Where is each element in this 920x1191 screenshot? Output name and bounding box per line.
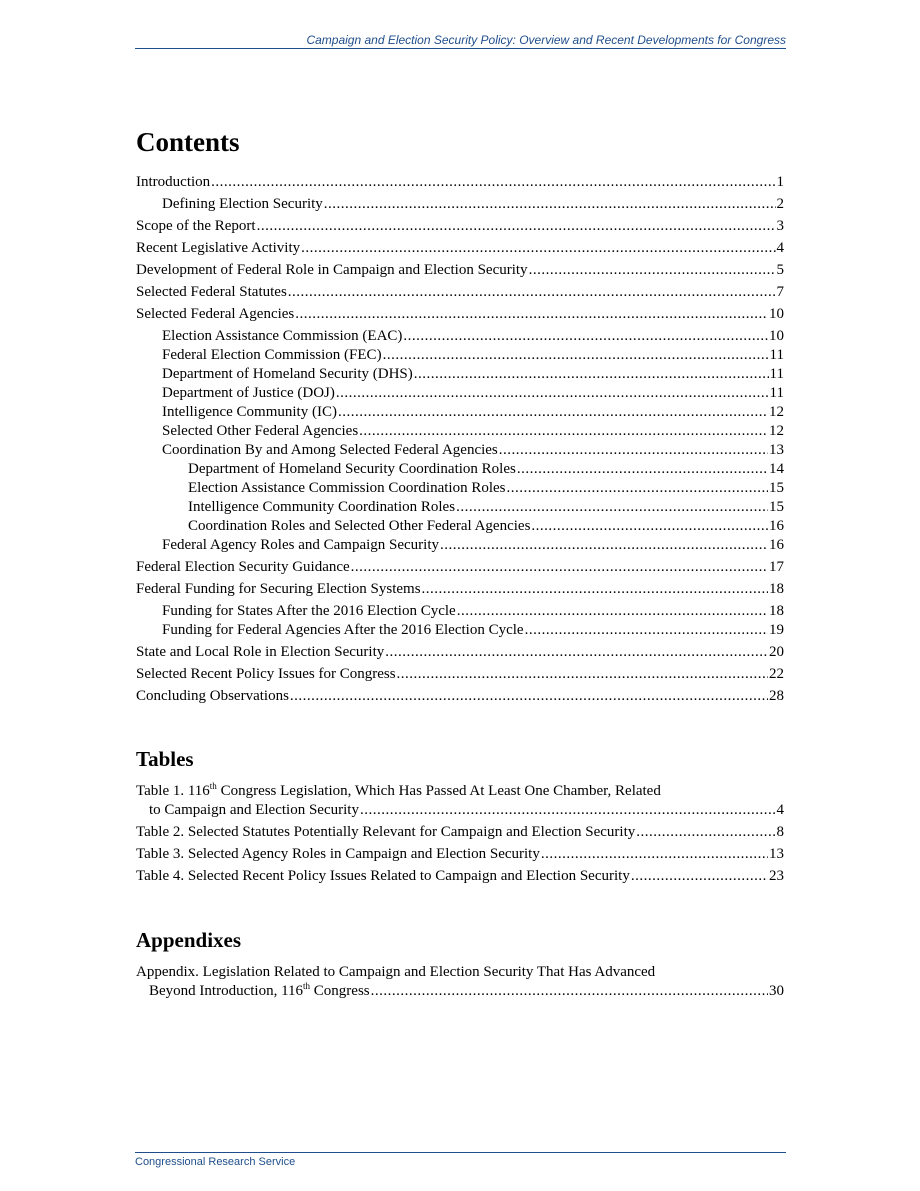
ordinal-superscript: th [303, 981, 311, 991]
toc-entry-page: 10 [769, 328, 784, 344]
contents-heading: Contents [136, 127, 240, 157]
toc-entry-page: 28 [769, 688, 784, 704]
toc-entry-eac[interactable] [136, 327, 784, 346]
toc-entry-fec[interactable] [136, 346, 784, 365]
dot-leader [529, 261, 776, 280]
toc-page-body [136, 124, 784, 1001]
toc-entry-concluding-observations[interactable] [136, 687, 784, 706]
toc-entry-label: Intelligence Community Coordination Roles [188, 499, 456, 515]
toc-entry-label: Recent Legislative Activity [136, 240, 301, 256]
dot-leader [295, 305, 768, 324]
toc-entry-label: Intelligence Community (IC) [162, 404, 337, 420]
toc-entry-coordination-roles-other-agencies[interactable] [136, 517, 784, 536]
toc-entry-page: 11 [769, 385, 784, 401]
toc-entry-page: 4 [776, 240, 784, 256]
toc-entry-page: 15 [769, 499, 784, 515]
appendix-entry-line2 [136, 982, 784, 1001]
toc-entry-label: Concluding Observations [136, 688, 289, 704]
appendix-entry-prefix: Beyond Introduction, 116 [149, 983, 304, 999]
toc-entry-development-of-federal-role[interactable] [136, 261, 784, 280]
dot-leader [351, 558, 768, 577]
toc-entry-page: 8 [776, 824, 784, 840]
toc-entry-page: 5 [776, 262, 784, 278]
toc-entry-page: 11 [769, 366, 784, 382]
dot-leader [499, 441, 768, 460]
dot-leader [541, 845, 768, 864]
toc-entry-dhs[interactable] [136, 365, 784, 384]
contents-list [136, 173, 784, 706]
toc-entry-funding-for-states[interactable] [136, 602, 784, 621]
toc-entry-federal-agency-roles-campaign-security[interactable] [136, 536, 784, 555]
toc-entry-label: Election Assistance Commission Coordination Roles [188, 480, 506, 496]
dot-leader [211, 173, 775, 192]
toc-entry-label: Development of Federal Role in Campaign and Election Security [136, 262, 528, 278]
dot-leader [456, 498, 768, 517]
toc-entry-label: Selected Recent Policy Issues for Congress [136, 666, 396, 682]
toc-entry-selected-federal-statutes[interactable] [136, 283, 784, 302]
appendix-entry[interactable] [136, 963, 784, 1001]
dot-leader [371, 982, 768, 1001]
toc-entry-page: 15 [769, 480, 784, 496]
toc-entry-label: Scope of the Report [136, 218, 256, 234]
dot-leader [440, 536, 768, 555]
dot-leader [359, 422, 768, 441]
toc-entry-label: Table 2. Selected Statutes Potentially Relevant for Campaign and Election Security [136, 824, 636, 840]
toc-entry-label: Coordination Roles and Selected Other Federal Agencies [188, 518, 531, 534]
toc-entry-label: Selected Federal Agencies [136, 306, 295, 322]
dot-leader [397, 665, 768, 684]
toc-entry-ic-coordination-roles[interactable] [136, 498, 784, 517]
table-entry-1-line1 [136, 782, 784, 801]
toc-entry-label: Election Assistance Commission (EAC) [162, 328, 403, 344]
footer-publisher: Congressional Research Service [135, 1156, 296, 1168]
toc-entry-label: Table 3. Selected Agency Roles in Campaign and Election Security [136, 846, 540, 862]
table-entry-1-line2 [136, 801, 784, 820]
toc-entry-eac-coordination-roles[interactable] [136, 479, 784, 498]
toc-entry-label: Coordination By and Among Selected Federal Agencies [162, 442, 498, 458]
tables-heading: Tables [136, 747, 194, 771]
ordinal-superscript: th [209, 781, 217, 791]
toc-entry-label: Federal Agency Roles and Campaign Security [162, 537, 440, 553]
toc-entry-ic[interactable] [136, 403, 784, 422]
dot-leader [531, 517, 768, 536]
dot-leader [338, 403, 768, 422]
toc-entry-label [149, 982, 370, 1001]
toc-entry-label: Department of Homeland Security (DHS) [162, 366, 413, 382]
toc-entry-label: Table 4. Selected Recent Policy Issues Related to Campaign and Election Security [136, 868, 630, 884]
toc-entry-dhs-coordination-roles[interactable] [136, 460, 784, 479]
toc-entry-label: State and Local Role in Election Security [136, 644, 385, 660]
toc-entry-page: 12 [769, 423, 784, 439]
dot-leader [631, 867, 768, 886]
toc-entry-federal-funding[interactable] [136, 580, 784, 599]
toc-entry-page: 17 [769, 559, 784, 575]
toc-entry-page: 16 [769, 518, 784, 534]
toc-entry-page: 4 [776, 802, 784, 818]
toc-entry-page: 11 [769, 347, 784, 363]
toc-entry-page: 1 [776, 174, 784, 190]
toc-entry-label: Selected Federal Statutes [136, 284, 287, 300]
toc-entry-recent-legislative-activity[interactable] [136, 239, 784, 258]
dot-leader [403, 327, 768, 346]
toc-entry-page: 23 [769, 868, 784, 884]
toc-entry-federal-election-security-guidance[interactable] [136, 558, 784, 577]
dot-leader [422, 580, 768, 599]
dot-leader [288, 283, 776, 302]
toc-entry-page: 3 [776, 218, 784, 234]
appendix-entry-line1: Appendix. Legislation Related to Campaign and Election Security That Has Advanced [136, 964, 656, 980]
dot-leader [506, 479, 768, 498]
dot-leader [457, 602, 768, 621]
toc-entry-selected-other-federal-agencies[interactable] [136, 422, 784, 441]
toc-entry-selected-federal-agencies[interactable] [136, 305, 784, 324]
toc-entry-coordination-by-and-among[interactable] [136, 441, 784, 460]
table-entry-2[interactable] [136, 823, 784, 842]
toc-entry-label: Department of Homeland Security Coordination Roles [188, 461, 516, 477]
toc-entry-funding-for-federal-agencies[interactable] [136, 621, 784, 640]
toc-entry-page: 2 [776, 196, 784, 212]
table-entry-1[interactable] [136, 782, 784, 820]
dot-leader [517, 460, 768, 479]
toc-entry-page: 18 [769, 603, 784, 619]
toc-entry-page: 10 [769, 306, 784, 322]
toc-entry-label: Federal Funding for Securing Election Systems [136, 581, 421, 597]
toc-entry-selected-recent-policy-issues[interactable] [136, 665, 784, 684]
toc-entry-label: Funding for Federal Agencies After the 2016 Election Cycle [162, 622, 524, 638]
toc-entry-defining-election-security[interactable] [136, 195, 784, 214]
dot-leader [360, 801, 776, 820]
appendix-entry-suffix: Congress [310, 983, 370, 999]
appendixes-heading: Appendixes [136, 928, 242, 952]
toc-entry-label: Introduction [136, 174, 211, 190]
dot-leader [383, 346, 769, 365]
toc-entry-page: 7 [776, 284, 784, 300]
toc-entry-page: 16 [769, 537, 784, 553]
dot-leader [301, 239, 775, 258]
toc-entry-state-and-local-role[interactable] [136, 643, 784, 662]
toc-entry-label: Selected Other Federal Agencies [162, 423, 359, 439]
toc-entry-page: 13 [769, 846, 784, 862]
toc-entry-scope-of-the-report[interactable] [136, 217, 784, 236]
toc-entry-label: Department of Justice (DOJ) [162, 385, 335, 401]
table-entry-1-prefix: Table 1. 116 [136, 783, 210, 799]
dot-leader [636, 823, 775, 842]
toc-entry-page: 14 [769, 461, 784, 477]
toc-entry-page: 18 [769, 581, 784, 597]
dot-leader [414, 365, 769, 384]
toc-entry-page: 22 [769, 666, 784, 682]
dot-leader [525, 621, 768, 640]
table-entry-3[interactable] [136, 845, 784, 864]
toc-entry-page: 13 [769, 442, 784, 458]
table-entry-1-suffix: Congress Legislation, Which Has Passed At Least One Chamber, Related [216, 783, 661, 799]
toc-entry-page: 20 [769, 644, 784, 660]
toc-entry-label: to Campaign and Election Security [149, 802, 359, 818]
dot-leader [324, 195, 776, 214]
footer-rule [135, 1152, 786, 1153]
dot-leader [336, 384, 769, 403]
running-header-title: Campaign and Election Security Policy: Overview and Recent Developments for Congress [306, 33, 786, 47]
toc-entry-label: Federal Election Commission (FEC) [162, 347, 382, 363]
header-rule [135, 48, 786, 49]
toc-entry-label: Federal Election Security Guidance [136, 559, 350, 575]
toc-entry-page: 30 [769, 983, 784, 999]
dot-leader [385, 643, 768, 662]
toc-entry-introduction[interactable] [136, 173, 784, 192]
toc-entry-page: 19 [769, 622, 784, 638]
toc-entry-label: Defining Election Security [162, 196, 323, 212]
table-entry-4[interactable] [136, 867, 784, 886]
dot-leader [257, 217, 776, 236]
toc-entry-doj[interactable] [136, 384, 784, 403]
toc-entry-label: Funding for States After the 2016 Election Cycle [162, 603, 456, 619]
toc-entry-page: 12 [769, 404, 784, 420]
dot-leader [290, 687, 768, 706]
